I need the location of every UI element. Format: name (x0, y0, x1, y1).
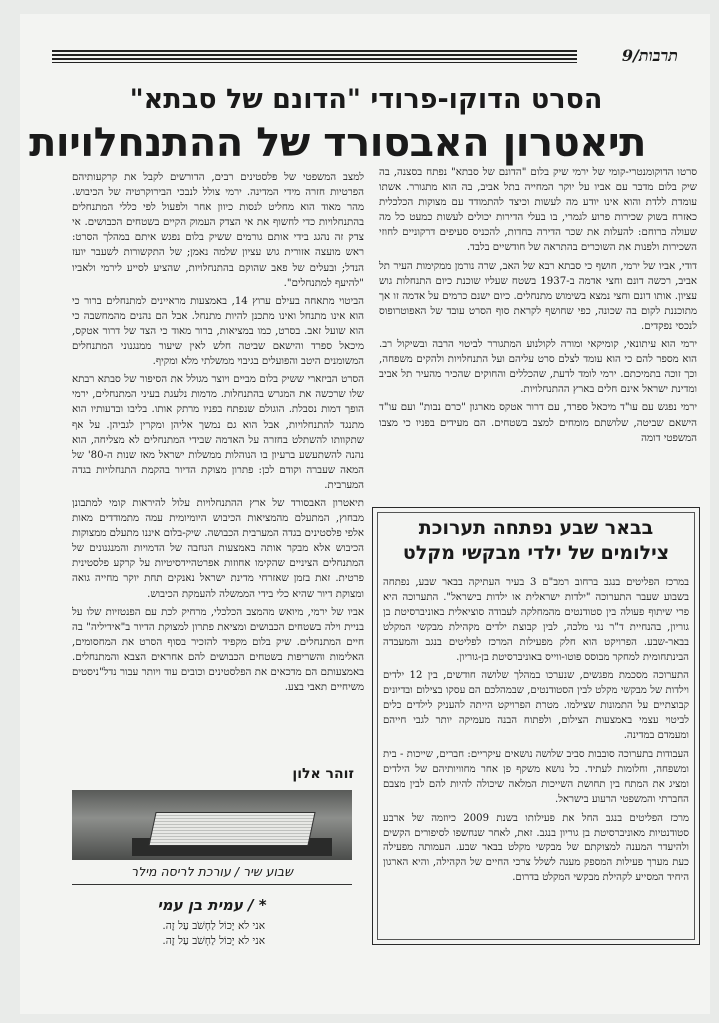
book-icon (148, 812, 315, 846)
divider (72, 884, 352, 885)
box-title-line-1: בבאר שבע נפתחה תערוכת (418, 517, 654, 539)
exhibition-article-box (372, 507, 700, 945)
poem-title: * / עמית בן עמי (157, 896, 267, 914)
article-kicker: הסרט הדוקו-פרודי "הדונם של סבתא" (129, 84, 603, 115)
paragraph: אביו של ירמי, מיואש מהמצב הכלכלי, מרחיק לכת עם הפנטזיות שלו על בניית וילה בשטחים הכבושים ומציאת פתרון למצוקת הדיור ב"אידיליה" בה חיים המתנחלים. שיק בלום מקפיד להזכיר בסוף הסרט את המחסומים, האלימות והשריפות בשטחים הכבושים להם אחראים הצבא והמתנחלים. באמצעותם הם מדכאים את הפלסטינים וכובים עוד ויותר עבור נדל"ניסטים משיחיים תאבי בצע. (72, 606, 364, 694)
book-photo (72, 790, 352, 860)
header-rule (52, 50, 577, 63)
article-headline: תיאטרון האבסורד של ההתנחלויות (29, 120, 646, 166)
paragraph: סרטו הדוקומנטרי-קומי של ירמי שיק בלום "הדונם של סבתא" נפתח בסצנה, בה שיק בלום מדבר עם אביו על יוקר המחייה בתל אביב, בה הוא מתגורר. אשתו עומדת ללדת והוא אינו יודע מה לעשות וכיצד להתמודד עם מצוקות הכלכלית כאזרח בשוק שכירות פרוע לגמרי, בו בעלי הדירות יכולים לעשות כמעט כל מה שעולה ברוחם: להעלות את שכר הדירה בחדות, להכניס סעיפים דרקוניים לחוזי השכירות ולפנות את השוכרים בהתראה של חודשיים בלבד. (379, 167, 697, 254)
section-label: תרבות/9 (621, 46, 678, 65)
paragraph: למצב המשפטי של פלסטינים רבים, הדורשים לקבל את קרקעותיהם הפרטיות חזרה מידי המדינה. ירמי צולל לנבכי הבירוקרטיה של הכיבוש. מהר מאוד הוא מחליט לנסות כיוון אחר ולפעול לפי כללי המתנחלים בהתנחלויות כדי לחשוף את אי הצדק העמוק הקיים בשטחים הכבושים. אי צדק זה נהגג בידי אותם גורמים ששיק בלום נפגש איתם במהלך הסרט: ראש מועצה אזורית גוש עציון שלמה נאמן; של התקשורות לשעבר יועז הנדל; ובעלים של פאב שהוקם בהתנחלויות, שהציע לסייע לירמי ולאביו "להיעף למתנחלים". (72, 172, 364, 289)
poem-line: אני לא יָכוֹל לַחְשֹׁב עַל זֶה. (162, 920, 265, 932)
author-signature: זוהר אלון (292, 766, 354, 782)
paragraph: במרכז הפליטים בנגב ברחוב רמב"ם 3 בעיר העתיקה בבאר שבע, נפתחה בשבוע שעבר התערוכה "ילדות ישראלית או ילדות בישראל". התערוכה היא פרי שיתוף פעולה בין סטודנטים מהמחלקה לעבודה סוציאלית באוניברסיטת בן גוריון, בהנחיית ד"ר נגי מלכה, לבין קבוצת ילדים מקהילת מבקשי המקלט בבאר-שבע. הפרויקט הוא חלק מפעילות המרכז לפליטים בנגב והמעבדה הבינתחומית למחקר מבוסס פוטו-ווייס באוניברסיטת בן-גוריון. (383, 577, 689, 663)
paragraph: ירמי הוא עיתונאי, קומיקאי ומורה לקולנוע המתגורר לביטוי הרבה ובשיקול רב. הוא מספר להם כי הוא עומד לצלם סרט עליהם ועל התנחלויות ולהקים משפחה, וכך זוכה בתמיכתם. ירמי לומד לדעת, שהכללים והחוקים שהכיר מהעיר תל אביב ומדינת ישראל אינם חלים בארץ ההתנחלויות. (379, 339, 697, 396)
page-header (52, 46, 692, 66)
paragraph: התערוכה מסכמת מפגשים, שנערכו במהלך שלושה חודשים, בין 12 ילדים וילדות של מבקשי מקלט לבין הסטודנטים, שבמהלכם הם עסקו בצילום ובדיונים קבוצתיים על התמונות שצילמו. מטרת הפרויקט הייתה להעניק לילדים כלים לביטוי עצמי באמצעות הצילום, ולפתוח הבנה מעמיקה יותר לגבי חייהם ומעמדם במדינה. (383, 670, 689, 742)
poem-line: אני לא יָכוֹל לַחְשֹׁב עַל זֶה. (162, 935, 265, 947)
article-column-right (379, 165, 697, 503)
paragraph: מרכז הפליטים בנגב החל את פעילותו בשנת 2009 כיוזמה של ארבע סטודנטיות מאוניברסיטת בן גוריון בנגב. זאת, לאחר שנחשפו לסיפורים הקשים ולהיעדר המענה למצוקתם של מבקשי מקלט בבאר שבע. העמותה מפעילה כעת מערך פעילות המספק מענה לשלל צרכי החיים של הקהילה, והיא הארגון היחיד המסייע לקהילת מבקשי המקלט בדרום. (383, 812, 689, 884)
article-column-left (72, 170, 364, 762)
box-body (383, 576, 689, 886)
photo-credit: שבוע שיר / עורכת לריסה מילר (131, 864, 293, 879)
paragraph: ירמי נפגש עם עו"ד מיכאל ספרד, עם דרור אטקס מארגון "כרם נבות" ועם עו"ד הישאם שביטה, שלושתם מומחים למצב בשטחים. הם מעידים בפניו כי מצבו המשפטי דומה (379, 402, 697, 444)
paragraph: הסרט הביזארי ששיק בלום מביים ויוצר מגולל את הסיפור של סבתא רבתא שלו שרכשה את המגרש בהתנחלות. מדמות נלעגת בעיני המתנחלים, ירמי הופך דמות נסבלת. הוגולם שנפתח בפניו מרתק אותו. בליבו ובדעותיו הוא מתנגד להתנחלויות, אבל הוא גם נמשך אליהן ומקרין לגביהן. על אף שתקוותו להשתלט בחזרה על האדמה שבידי המתנחלים לא מצליחה, הוא נהנה להשתעשע ברעיון בו הנוהלות ממשלות ישראל מאז שנות ה-80' של המאה שעברה וקודם לכן: פתרון מצוקת הדיור בהקמת התנחלויות בגדה המערבית. (72, 374, 364, 491)
box-title-line-2: צילומים של ילדי מבקשי מקלט (402, 542, 670, 564)
paragraph: העבודות בתערוכה סובבות סביב שלושה נושאים עיקריים: חברים, שייכות - בית ומשפחה, וחלומות לעתיד. כל נושא משקף פן אחר מחוויותיהם של הילדים ומציג את המתח בין תחושת השייכות המלאה שיכולה להיות להם לבין מצבם החברתי והמשפטי הרעוע בישראל. (383, 748, 689, 805)
paragraph: הביטוי מתאחה בעילם ערוץ 14, באמצעות מראיינים למתנחלים ברור כי הוא אינו מתנחל ואינו מתכנן להיות מתנחל. אבל הם נהנים מהמחשבה כי הוא שועל זאב. בסרט, כמו במציאות, ברור מאוד כי הצד של דרור אטקס, מיכאל ספרד והישאם שביטה חלש לאין שיעור ממנגנוני המתנחלים המשומנים היטב והפועלים בגיבוי ממשלתי מלא ומקיף. (72, 295, 364, 368)
paragraph: דודי, אביו של ירמי, חושף כי סבתא רבא של האב, שרה נורמן ממקימות העיר תל אביב, רכשה דונם וחצי אדמה ב-1937 בשטח שעליו שוכנת כיום התנחלות גוש עציון. אותו דונם וחצי נמצא בשימוש מתנחלים. כיום ישנם כרמים על אדמה זו אך מתוכננת לקום בה שכונה, כפי שחושף לקראת סוף הסרט עובד של האפוטרופוס לנכסי נפקדים. (379, 260, 697, 332)
paragraph: תיאטרון האבסורד של ארץ ההתנחלויות עלול להיראות קומי למתבונן מבחוץ, המתעלם מהמציאות הכיבוש היומיומית עמה מתמודדים מאות אלפי פלסטינים בגדה המערבית הכבושה. שיק-בלום איננו מתעלם ממצוקות הכיבוש אלא מבקר אותה באמצעות הנחבה של הדמויות והמנגנונים של המתנחלים הציניים שהקימו אחוזות אפרטהיידסיטיות על קרקע פלסטינית פרטית. זאת בזמן שאזרחי מדינת ישראל נאנקים תחת יוקר מחייה גואה ומצוקת דיור שהיא כלי בידי הממשלה להעמקת הכיבוש. (72, 497, 364, 600)
